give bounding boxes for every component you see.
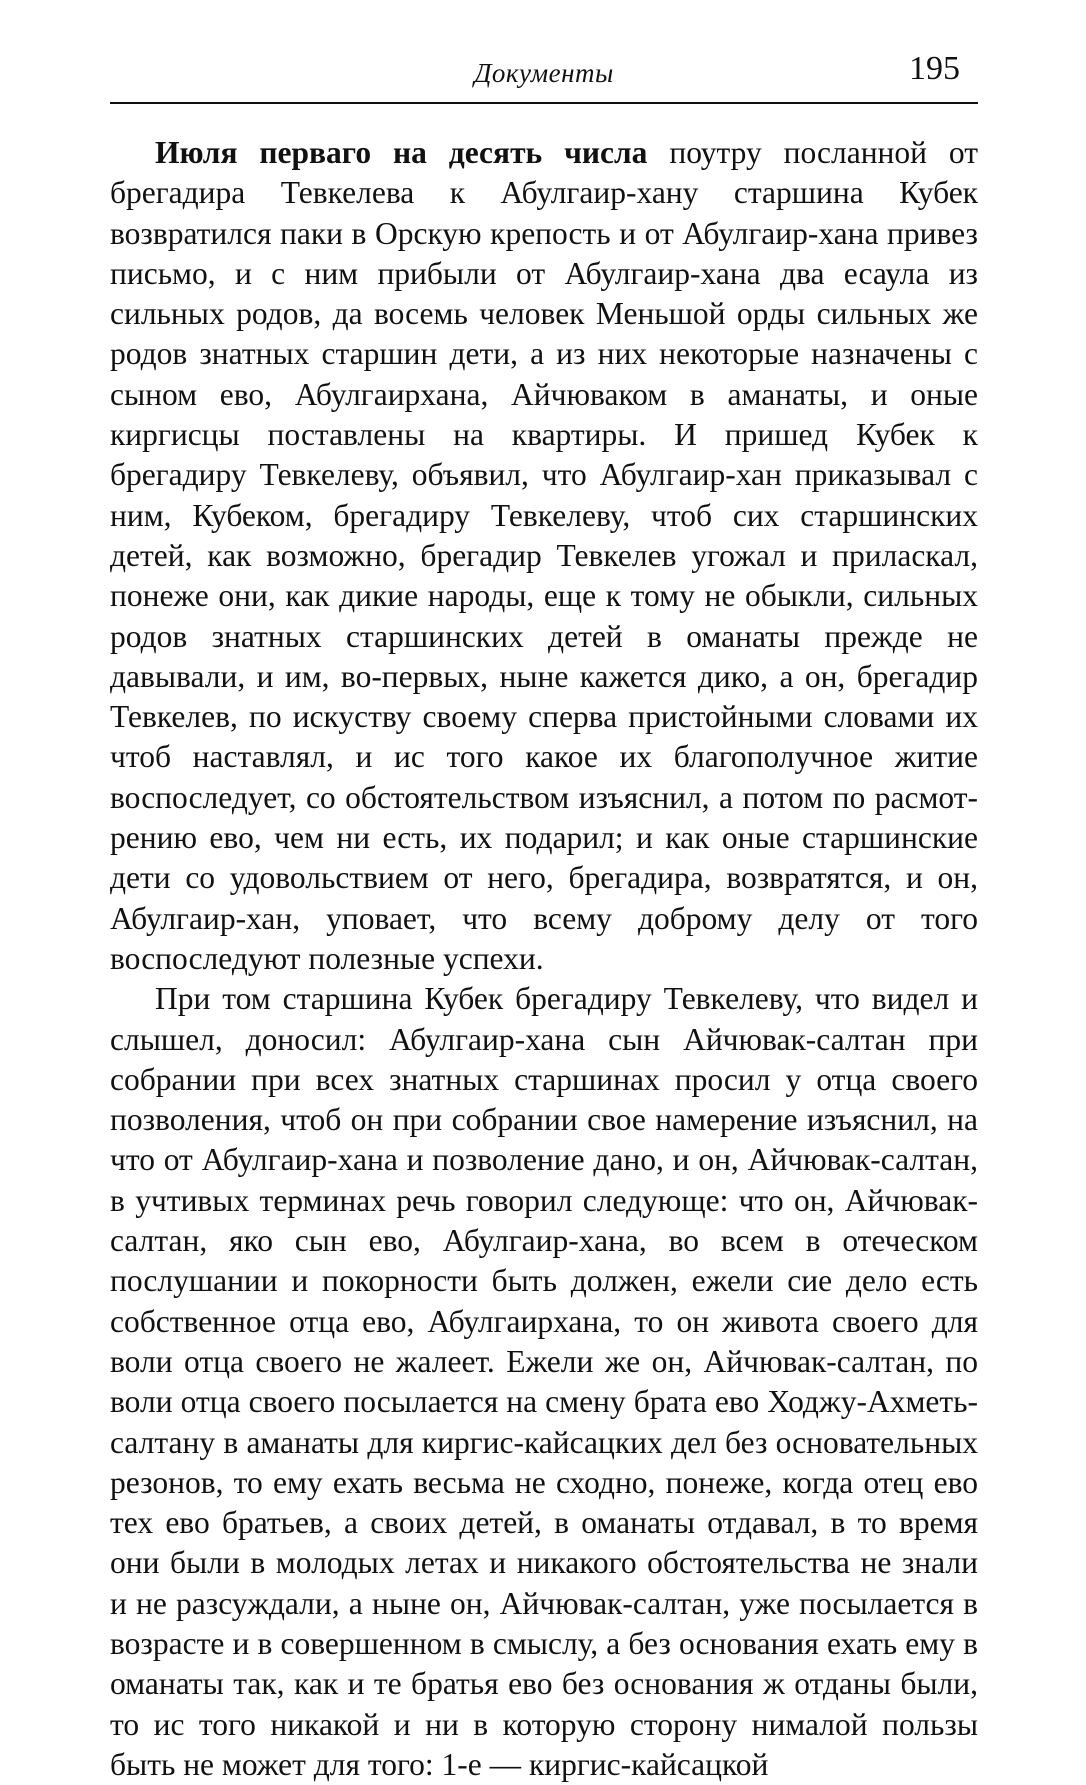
document-body	[110, 133, 978, 1785]
paragraph	[110, 979, 978, 1785]
running-title: Документы	[474, 58, 614, 88]
paragraph-text: При том старшина Кубек брегадиру Тевкелеву, что видел и слышел, доносил: Абулгаир-хана сын Айчювак-салтан при собрании при всех знатных старшинах просил у отца своего позволения, чтоб он при собрании свое намерение изъяснил, на что от Абулгаир-хана и позволение дано, и он, Айчювак-салтан, в учтивых терминах речь говорил следующе: что он, Айчювак-салтан, яко сын ево, Абулгаир-хана, во всем в отеческом послушании и покорности быть должен, ежели сие дело есть собственное отца ево, Абулгаирхана, то он живота своего для воли отца своего не жалеет. Ежели же он, Айчювак-салтан, по воли отца своего посылается на смену брата ево Ходжу-Ахметь-салтану в аманаты для киргис-кайсацких дел без основательных резонов, то ему ехать весьма не сходно, понеже, когда отец ево тех ево братьев, а своих детей, в оманаты отдавал, в то время они были в молодых летах и никакого обстоятельства не знали и не разсуждали, а ныне он, Айчювак-салтан, уже посылается в возрасте и в совершенном в смыслу, а без основания ехать ему в оманаты так, как и те братья ево без основания ж отданы были, то ис того никакой и ни в которую сторону нималой пользы быть не может для того: 1-е — киргис-кайсацкой	[110, 981, 978, 1782]
paragraph-text: поутру посланной от брегадира Тевкелева к Абулгаир-хану старшина Кубек возвратился паки в Орскую крепость и от Абулгаир-хана привез письмо, и с ним прибыли от Абулгаир-хана два есаула из сильных родов, да восемь человек Меньшой орды сильных же родов знатных старшин дети, а из них некоторые назначены с сыном ево, Абулгаирхана, Айчюваком в аманаты, и оные киргисцы поставлены на квартиры. И пришед Кубек к брегадиру Тевкелеву, объявил, что Абулгаир-хан приказывал с ним, Кубеком, брегадиру Тевкелеву, чтоб сих старшинских детей, как возможно, брегадир Тевкелев угожал и приласкал, понеже они, как дикие народы, еще к тому не обыкли, сильных родов знатных старшинских детей в оманаты прежде не давывали, и им, во-первых, ныне кажется дико, а он, брегадир Тевкелев, по искуству своему сперва пристойными словами их чтоб наставлял, и ис того какое их благополучное житие воспоследует, со обстоятельством изъяснил, а потом по расмотрению ево, чем ни есть, их подарил; и как оные старшинские дети со удовольствием от него, брегадира, возвратятся, и он, Абулгаир-хан, уповает, что всему доброму делу от того воспоследуют полезные успехи.	[110, 135, 979, 976]
paragraph	[110, 133, 978, 979]
header-rule	[110, 102, 978, 104]
paragraph-lead: Июля перваго на десять числа	[155, 135, 648, 170]
page-number: 195	[909, 50, 960, 87]
page-header	[110, 48, 978, 98]
